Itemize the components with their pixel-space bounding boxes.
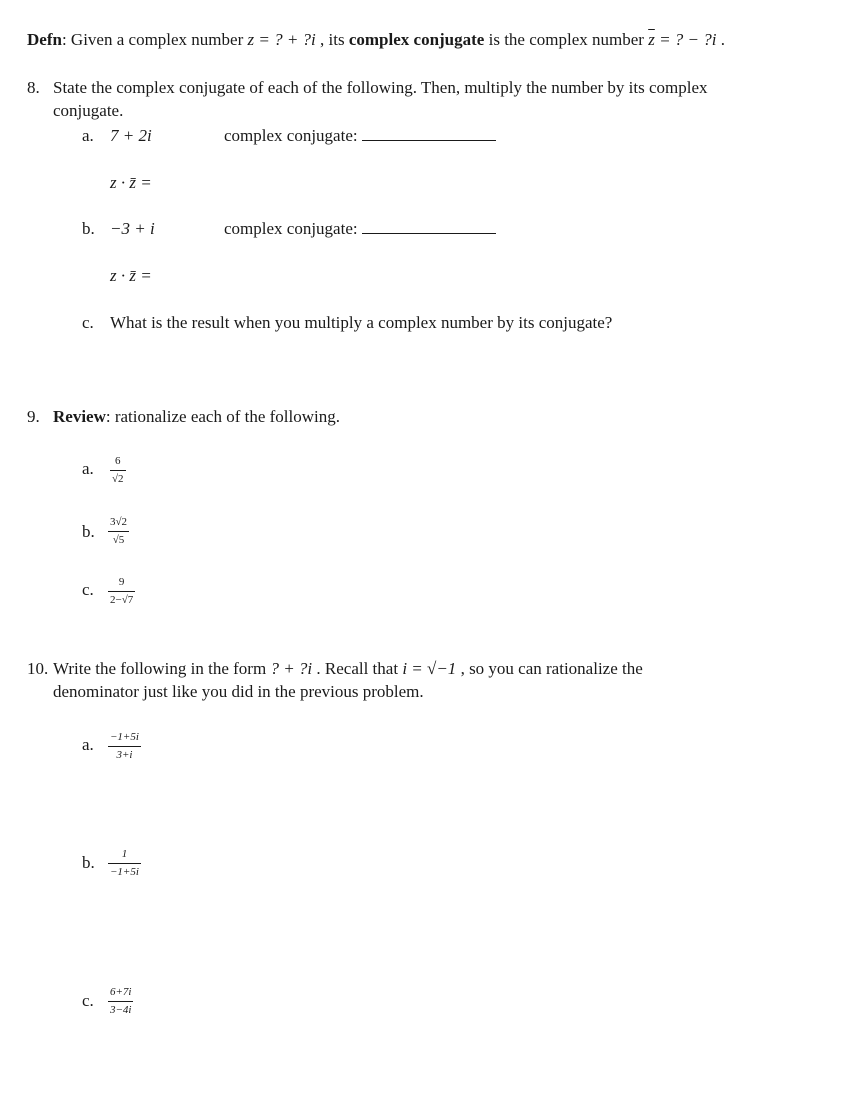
q10-prompt-part-3: , so you can rationalize the [456, 659, 643, 678]
q9a-letter: a. [82, 459, 94, 478]
q9-prompt-text: : rationalize each of the following. [105, 407, 341, 426]
q9c-numerator: 9 [118, 576, 125, 588]
fraction-bar [108, 591, 135, 592]
q9b-denominator: √5 [112, 534, 125, 546]
q8b-conjugate-label: complex conjugate: [224, 219, 358, 238]
defn-text-2: , its [315, 30, 349, 49]
q8a-conjugate-label: complex conjugate: [224, 126, 358, 145]
q9a-fraction [110, 455, 126, 486]
q9-review-label: Review [53, 407, 106, 426]
q10a-letter: a. [82, 735, 94, 754]
q10-form: ? + ?i [270, 659, 313, 678]
defn-text-1: : Given a complex number [61, 30, 248, 49]
q10-prompt-part-1: Write the following in the form [53, 659, 271, 678]
q9-prompt [53, 407, 340, 427]
q10a-fraction [108, 731, 141, 762]
defn-end: . [716, 30, 725, 49]
defn-text-3: is the complex number [484, 30, 649, 49]
fraction-bar [110, 470, 126, 471]
q10-prompt-line-2: denominator just like you did in the previous problem. [53, 682, 424, 701]
q10b-denominator: −1+5i [110, 866, 139, 878]
defn-z-expression: z = ? + ?i [247, 30, 316, 49]
fraction-bar [108, 1001, 133, 1002]
defn-label: Defn [27, 30, 62, 49]
q8b-expression: −3 + i [110, 219, 155, 238]
q8b-answer-blank[interactable] [362, 219, 496, 234]
q8a-letter: a. [82, 126, 94, 145]
q10b-fraction [108, 848, 141, 879]
q9b-letter: b. [82, 522, 95, 541]
q10-number: 10. [27, 659, 49, 678]
q10-prompt-part-2: . Recall that [312, 659, 403, 678]
q8c-letter: c. [82, 313, 94, 332]
q8b-letter: b. [82, 219, 95, 238]
q9c-letter: c. [82, 580, 94, 599]
q10c-numerator: 6+7i [110, 986, 132, 998]
q9c-denominator: 2−√7 [110, 594, 134, 606]
q8-prompt-line-2: conjugate. [53, 101, 124, 120]
q10a-numerator: −1+5i [110, 731, 139, 743]
q10a-denominator: 3+i [116, 749, 133, 761]
q9-number: 9. [27, 407, 40, 426]
q10-recall: i = √−1 [402, 659, 457, 678]
q10c-fraction [108, 986, 133, 1017]
q8b-product: z · z̄ = [110, 266, 152, 285]
defn-zbar-expression: = ? − ?i [654, 30, 717, 49]
q8a-conjugate-row [224, 126, 496, 146]
defn-term: complex conjugate [348, 30, 485, 49]
q8c-question: What is the result when you multiply a complex number by its conjugate? [110, 313, 613, 332]
defn-zbar: $\overline{z}$ [648, 30, 655, 49]
fraction-bar [108, 531, 129, 532]
q8a-expression: 7 + 2i [110, 126, 152, 145]
q10c-letter: c. [82, 991, 94, 1010]
q10b-letter: b. [82, 853, 95, 872]
definition-line [27, 30, 725, 50]
q9a-denominator: √2 [112, 473, 124, 485]
q8-prompt-line-1: State the complex conjugate of each of the following. Then, multiply the number by its complex [53, 78, 708, 97]
fraction-bar [108, 746, 141, 747]
q8a-product: z · z̄ = [110, 173, 152, 192]
q8-number: 8. [27, 78, 40, 97]
q8a-answer-blank[interactable] [362, 126, 496, 141]
q9a-numerator: 6 [115, 455, 121, 467]
q9c-fraction [108, 576, 135, 607]
q9b-numerator: 3√2 [110, 516, 128, 528]
q10c-denominator: 3−4i [110, 1004, 132, 1016]
q10-prompt-line-1 [53, 659, 643, 679]
fraction-bar [108, 863, 141, 864]
q8b-conjugate-row [224, 219, 496, 239]
q9b-fraction [108, 516, 129, 547]
q10b-numerator: 1 [121, 848, 128, 860]
